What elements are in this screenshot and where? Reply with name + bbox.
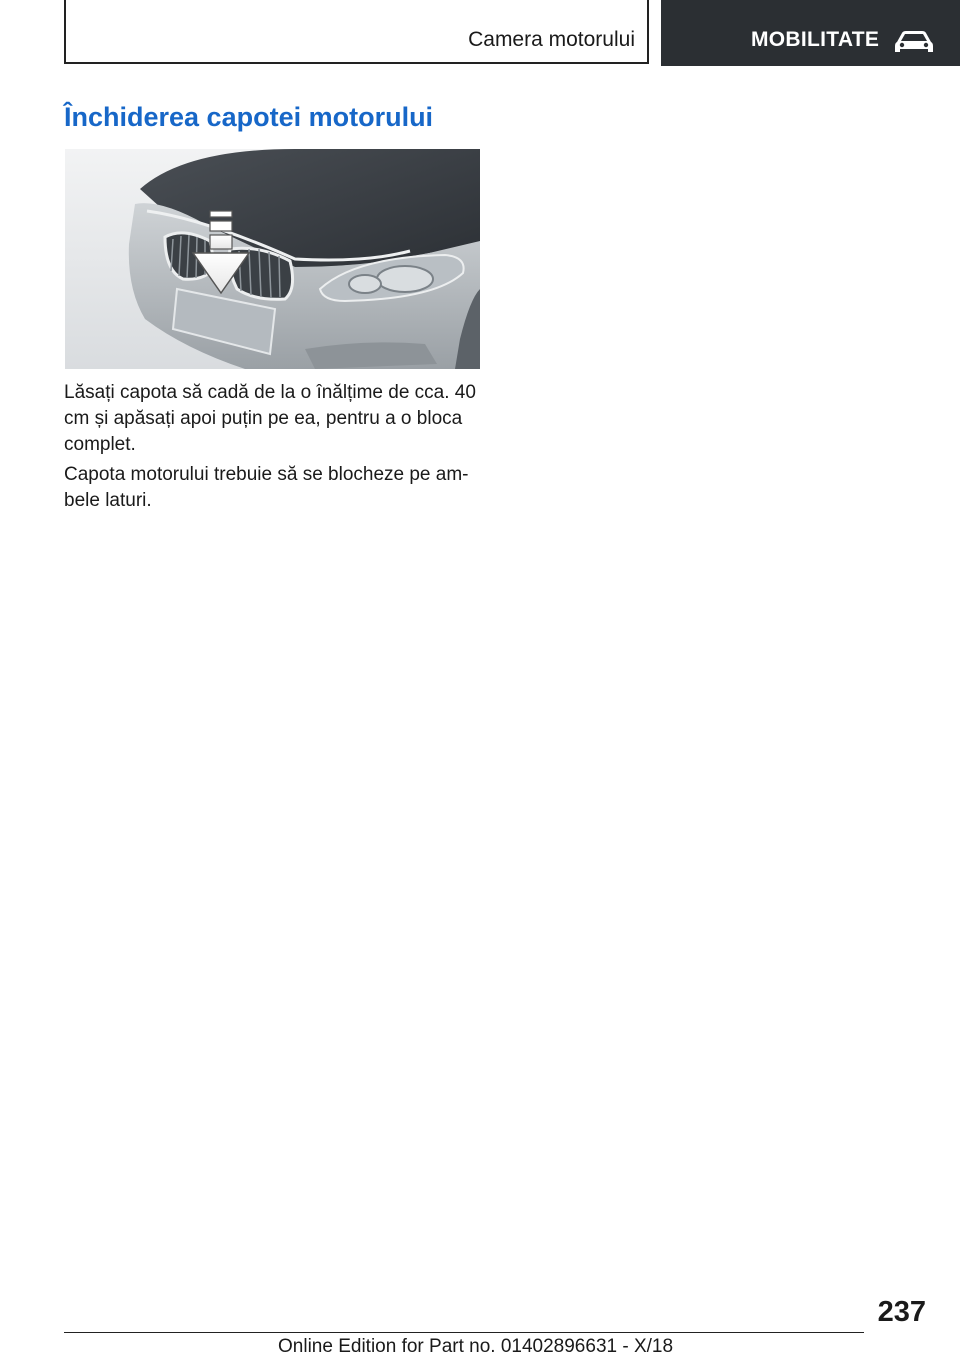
header-chapter-label: MOBILITATE — [751, 28, 880, 51]
page-number: 237 — [877, 1296, 926, 1328]
note-paragraph: Capota motorului trebuie să se blocheze pe am‐bele laturi. — [64, 464, 469, 511]
car-icon — [893, 28, 935, 56]
header-section-box — [64, 0, 649, 64]
header-chapter-tab — [661, 0, 960, 66]
instruction-paragraph: Lăsați capota să cadă de la o înălțime de cca. 40 cm și apăsați apoi puțin pe ea, pentru a o bloca complet. — [64, 382, 476, 455]
footer-divider — [64, 1332, 864, 1333]
footer-edition-text: Online Edition for Part no. 01402896631 - X/18 — [278, 1336, 674, 1357]
page-title: Închiderea capotei motorului — [64, 102, 434, 132]
header-section-title: Camera motorului — [468, 28, 635, 51]
car-front-drawing — [65, 149, 480, 369]
hood-closing-illustration — [65, 149, 480, 369]
